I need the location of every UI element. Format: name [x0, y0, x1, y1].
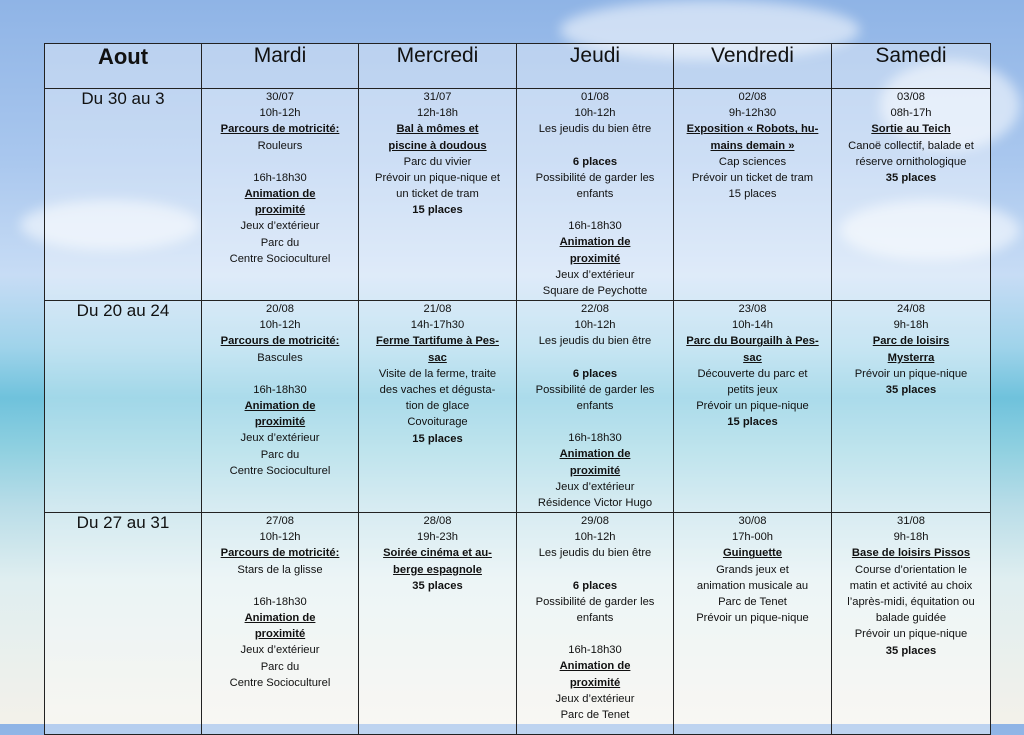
cell-line — [202, 366, 358, 382]
cell-line: Jeux d’extérieur — [555, 268, 635, 281]
day-header-jeudi: Jeudi — [517, 44, 674, 89]
activity-title: Soirée cinéma et au- — [383, 547, 492, 560]
activity-title: Parcours de motricité: — [220, 335, 340, 348]
day-cell — [674, 513, 832, 735]
activity-title: Parc du Bourgailh à Pes- — [686, 335, 819, 348]
day-cell — [832, 89, 991, 301]
cell-line: 10h-12h — [574, 107, 616, 120]
cell-line: 30/07 — [266, 91, 294, 103]
day-cell — [202, 513, 359, 735]
cell-line: 03/08 — [897, 91, 925, 103]
cell-line: 16h-18h30 — [568, 432, 622, 445]
cell-line: Square de Peychotte — [542, 285, 648, 298]
week-label: Du 27 au 31 — [45, 513, 202, 735]
cell-line: 12h-18h — [416, 107, 459, 120]
cell-line: Les jeudis du bien être — [538, 123, 652, 136]
activity-title: Sortie au Teich — [871, 123, 951, 136]
cell-line: Prévoir un pique-nique — [854, 367, 968, 380]
cell-line: Centre Socioculturel — [229, 252, 331, 265]
activity-title: Animation de — [559, 660, 631, 673]
activity-title: proximité — [254, 628, 306, 641]
cell-line: 10h-12h — [574, 319, 616, 332]
activity-title: sac — [428, 351, 447, 364]
cell-line: animation musicale au — [696, 579, 809, 592]
cell-line: Parc de Tenet — [718, 596, 787, 609]
month-header: Aout — [45, 44, 202, 89]
activity-title: sac — [743, 351, 762, 364]
cell-line: Centre Socioculturel — [229, 676, 331, 689]
cell-line: 20/08 — [266, 303, 294, 315]
cell-line: Covoiturage — [407, 416, 468, 429]
places-count: 35 places — [885, 172, 937, 185]
cell-line — [202, 154, 358, 170]
activity-title: berge espagnole — [393, 563, 482, 576]
day-cell — [202, 301, 359, 513]
day-cell — [517, 301, 674, 513]
day-cell — [517, 513, 674, 735]
cell-line: enfants — [576, 612, 614, 625]
cell-line: 22/08 — [581, 303, 609, 315]
activity-title: Parc de loisirs — [872, 335, 950, 348]
cell-line: 9h-12h30 — [728, 107, 777, 120]
places-count: 15 places — [727, 416, 778, 429]
cell-line: Grands jeux et — [716, 563, 789, 576]
activity-title: Animation de — [244, 400, 316, 413]
day-header-mercredi: Mercredi — [359, 44, 517, 89]
cell-line: 19h-23h — [416, 531, 459, 544]
cell-line — [517, 202, 673, 218]
cell-line: Parc du — [260, 660, 300, 673]
activity-title: Parcours de motricité: — [220, 123, 340, 136]
activity-title: proximité — [569, 464, 621, 477]
cell-line: Possibilité de garder les — [535, 595, 655, 608]
cell-line: Centre Socioculturel — [229, 464, 331, 477]
activity-title: Bal à mômes et — [396, 123, 479, 136]
cell-line — [517, 626, 673, 642]
day-cell — [517, 89, 674, 301]
week-row — [45, 513, 991, 735]
cell-line: Rouleurs — [257, 139, 303, 152]
day-cell — [359, 301, 517, 513]
cell-line: Jeux d’extérieur — [240, 432, 320, 445]
cell-line: Canoë collectif, balade et — [848, 139, 974, 152]
cell-line: 14h-17h30 — [410, 319, 465, 332]
cell-line: 30/08 — [738, 515, 767, 527]
cell-line: Découverte du parc et — [697, 367, 808, 380]
cell-line: 31/08 — [897, 515, 925, 527]
cell-line: Jeux d’extérieur — [240, 644, 320, 657]
cell-line: 9h-18h — [893, 319, 929, 332]
cell-line: des vaches et dégusta- — [379, 384, 496, 397]
activity-title: Animation de — [559, 236, 631, 249]
cell-line: Prévoir un pique-nique — [696, 612, 809, 625]
cell-line: 16h-18h30 — [568, 644, 622, 657]
activity-title: Animation de — [559, 448, 631, 461]
day-cell — [674, 301, 832, 513]
cell-line: 16h-18h30 — [253, 383, 307, 396]
activity-title: proximité — [569, 676, 621, 689]
places-count: 35 places — [412, 579, 463, 592]
week-row — [45, 89, 991, 301]
cell-line: 10h-14h — [731, 319, 774, 332]
day-cell — [359, 89, 517, 301]
cell-line: Jeux d’extérieur — [555, 480, 635, 493]
cell-line: matin et activité au choix — [849, 579, 973, 592]
activity-title: mains demain » — [710, 139, 795, 152]
cell-line: enfants — [576, 188, 614, 201]
activity-title: Animation de — [244, 612, 316, 625]
day-cell — [359, 513, 517, 735]
cell-line: 9h-18h — [893, 531, 929, 544]
activity-title: Mysterra — [887, 351, 935, 364]
activity-title: proximité — [254, 416, 306, 429]
cell-line: 21/08 — [423, 303, 452, 315]
day-cell — [202, 89, 359, 301]
cell-line: Possibilité de garder les — [535, 383, 655, 396]
cell-line: 02/08 — [738, 91, 767, 103]
places-count: 6 places — [572, 155, 618, 168]
activity-title: proximité — [569, 252, 621, 265]
activity-title: Base de loisirs Pissos — [851, 547, 971, 560]
places-count: 35 places — [885, 644, 937, 657]
header-row — [45, 44, 991, 89]
cell-line: Prévoir un pique-nique et — [374, 172, 500, 185]
cell-line: 01/08 — [581, 91, 609, 103]
cell-line: tion de glace — [405, 400, 470, 413]
cell-line: 16h-18h30 — [253, 595, 307, 608]
week-label: Du 30 au 3 — [45, 89, 202, 301]
week-row — [45, 301, 991, 513]
day-cell — [832, 513, 991, 735]
places-count: 15 places — [412, 432, 463, 445]
cell-line: Parc du vivier — [403, 155, 472, 168]
cell-line: 27/08 — [266, 515, 294, 527]
cell-line: 10h-12h — [259, 107, 301, 120]
activity-title: piscine à doudous — [388, 139, 487, 152]
cell-line — [517, 562, 673, 578]
cell-line: Course d’orientation le — [855, 563, 967, 576]
cell-line: réserve ornithologique — [855, 155, 967, 168]
cell-line: Bascules — [257, 351, 303, 364]
cell-line: 29/08 — [581, 515, 609, 527]
cell-line — [202, 578, 358, 594]
cell-line: Parc du — [260, 236, 300, 249]
cell-line: 16h-18h30 — [253, 171, 307, 184]
cell-line: 08h-17h — [890, 107, 932, 120]
day-cell — [832, 301, 991, 513]
activity-title: Ferme Tartifume à Pes- — [376, 335, 499, 348]
cell-line: Possibilité de garder les — [535, 171, 655, 184]
cell-line: Parc du — [260, 448, 300, 461]
cell-line: Prévoir un pique-nique — [696, 400, 809, 413]
cell-line: 24/08 — [897, 303, 925, 315]
cell-line: petits jeux — [727, 384, 778, 397]
day-cell — [674, 89, 832, 301]
cell-line — [517, 138, 673, 154]
cell-line: 15 places — [728, 188, 777, 201]
places-count: 15 places — [412, 204, 463, 217]
cell-line: 16h-18h30 — [568, 220, 622, 233]
activity-title: Exposition « Robots, hu- — [686, 123, 819, 136]
cell-line: Jeux d’extérieur — [555, 692, 635, 705]
day-header-vendredi: Vendredi — [674, 44, 832, 89]
cell-line: 10h-12h — [574, 531, 616, 544]
cell-line: Les jeudis du bien être — [538, 547, 652, 560]
cell-line: Parc de Tenet — [560, 709, 630, 722]
cell-line: enfants — [576, 400, 614, 413]
cell-line: un ticket de tram — [396, 188, 479, 201]
cell-line: 10h-12h — [259, 319, 301, 332]
cell-line: 28/08 — [423, 515, 452, 527]
cell-line: 10h-12h — [259, 531, 301, 544]
cell-line: 17h-00h — [731, 531, 774, 544]
cell-line: Les jeudis du bien être — [538, 335, 652, 348]
places-count: 6 places — [572, 579, 618, 592]
activity-title: proximité — [254, 204, 306, 217]
activity-title: Guinguette — [722, 547, 783, 560]
activity-title: Animation de — [244, 188, 316, 201]
cell-line — [517, 350, 673, 366]
cell-line: l’après-midi, équitation ou — [847, 596, 975, 609]
places-count: 6 places — [572, 367, 618, 380]
cell-line: Prévoir un ticket de tram — [691, 172, 814, 185]
day-header-mardi: Mardi — [202, 44, 359, 89]
cell-line: Cap sciences — [718, 155, 787, 168]
cell-line: 31/07 — [423, 91, 452, 103]
week-label: Du 20 au 24 — [45, 301, 202, 513]
day-header-samedi: Samedi — [832, 44, 991, 89]
cell-line: 23/08 — [738, 303, 767, 315]
cell-line: Résidence Victor Hugo — [537, 497, 653, 510]
cell-line: Jeux d’extérieur — [240, 220, 320, 233]
cell-line: Stars de la glisse — [237, 563, 323, 576]
places-count: 35 places — [885, 384, 937, 397]
cell-line — [517, 414, 673, 430]
cell-line: balade guidée — [875, 612, 947, 625]
cell-line: Prévoir un pique-nique — [854, 628, 968, 641]
calendar-table — [44, 43, 991, 735]
activity-title: Parcours de motricité: — [220, 547, 340, 560]
cell-line: Visite de la ferme, traite — [378, 367, 497, 380]
